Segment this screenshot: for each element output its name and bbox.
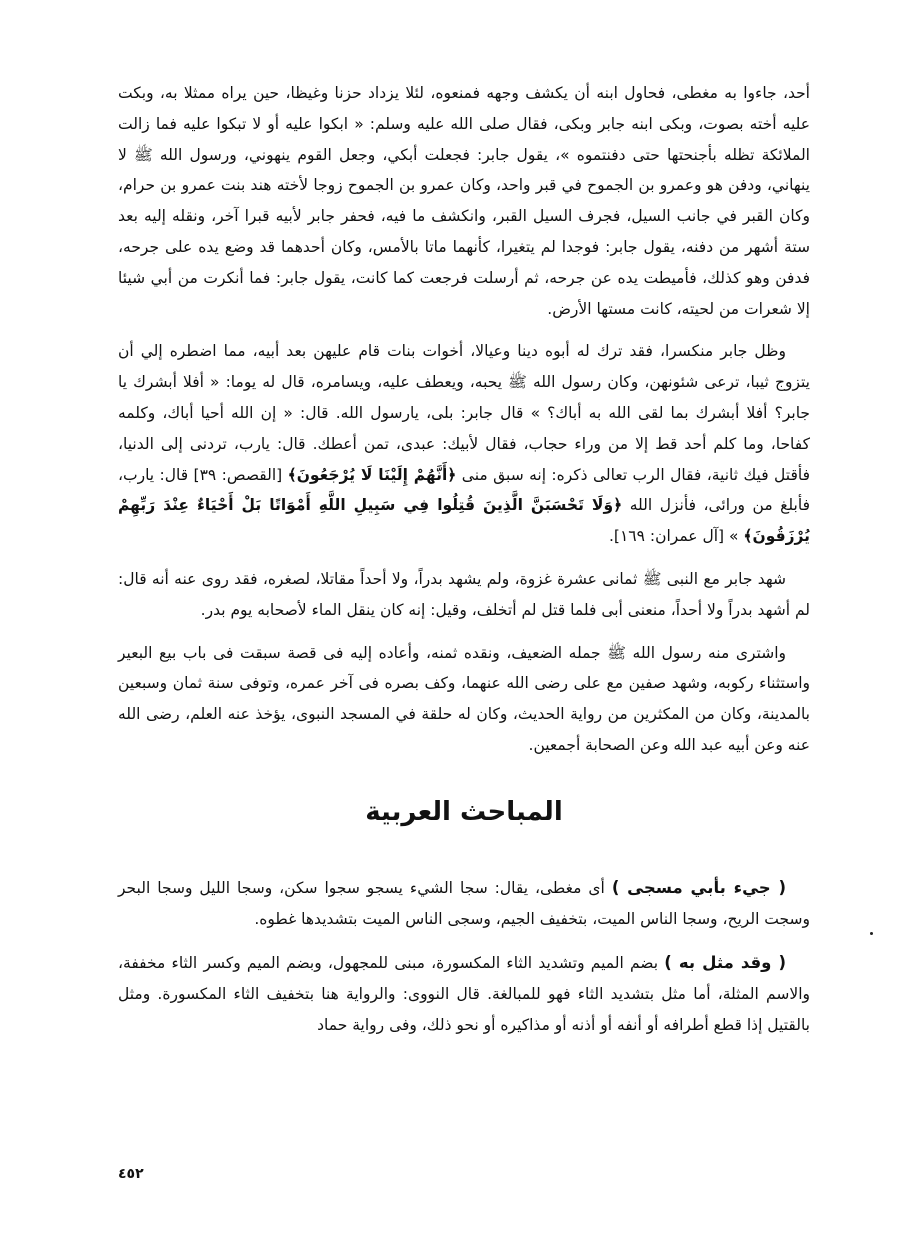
quran-verse-al-imran: ﴿وَلَا تَحْسَبَنَّ الَّذِينَ قُتِلُوا فِي سَبِيلِ اللَّهِ أَمْوَاتًا بَلْ أَحْيَاءٌ عِنْدَ رَبِّهِمْ يُرْزَقُونَ﴾ xyxy=(118,496,810,546)
paragraph-jabir-prophet-conversation xyxy=(118,336,810,552)
quran-verse-qasas: ﴿أَنَّهُمْ إِلَيْنَا لَا يُرْجَعُونَ﴾ xyxy=(287,465,457,484)
paragraph-jabir-later-life: واشترى منه رسول الله ﷺ جمله الضعيف، ونقده ثمنه، وأعاده إليه فى قصة سبقت فى باب بيع البعير واستثناء ركوبه، وشهد صفين مع على رضى الله عنهما، وكف بصره فى آخر عمره، وتوفى سنة ثمان وسبعين بالمدينة، وكان من المكثرين من رواية الحديث، وكان له حلقة في المسجد النبوى، يؤخذ عنه العلم، رضى الله عنه وعن أبيه عبد الله وعن الصحابة أجمعين. xyxy=(118,643,810,754)
paragraph-jabir-battles: شهد جابر مع النبى ﷺ ثمانى عشرة غزوة، ولم يشهد بدراً، ولا أحداً مقاتلا، لصغره، فقد روى عنه أنه قال: لم أشهد بدراً ولا أحداً، منعنى أبى فلما قتل لم أتخلف، وقيل: إنه كان ينقل الماء لأصحابه يوم بدر. xyxy=(118,569,810,619)
note-term: ( جيء بأبي مسجى ) xyxy=(611,877,786,897)
paragraph-text: » [آل عمران: ١٦٩]. xyxy=(608,527,744,546)
note-musajja xyxy=(118,873,810,935)
note-term: ( وقد مثل به ) xyxy=(664,953,786,973)
page-number: ٤٥٢ xyxy=(118,1166,144,1182)
note-text: أى مغطى، يقال: سجا الشيء يسجو سجوا سكن، وسجا الليل وسجا البحر وسجت الريح، وسجا الناس الميت، بتخفيف الجيم، وسجى الناس الميت بتشديدها غطوه. xyxy=(118,878,810,928)
paragraph-jabir-father-burial: أحد، جاءوا به مغطى، فحاول ابنه أن يكشف وجهه فمنعوه، لئلا يزداد حزنا وغيظا، حين يراه ممثلا به، وبكت عليه أخته بصوت، وبكى ابنه جابر وبكى، فقال صلى الله عليه وسلم: « ابكوا عليه أو لا تبكوا عليه فما زالت الملائكة تظله بأجنحتها حتى دفنتموه »، يقول جابر: فجعلت أبكي، وجعل القوم ينهوني، ورسول الله ﷺ لا ينهاني، ودفن هو وعمرو بن الجموح في قبر واحد، وكان عمرو بن الجموح زوجا لأخته هند بنت عمرو بن حرام، وكان القبر في جانب السيل، فجرف السيل القبر، وانكشف ما فيه، فحفر جابر لأبيه قبرا آخر، ونقله إليه بعد ستة أشهر من دفنه، يقول جابر: فوجدا لم يتغيرا، كأنهما ماتا بالأمس، وكان أحدهما قد وضع يده على جرحه، فدفن وهو كذلك، فأميطت يده عن جرحه، ثم أرسلت فرجعت كما كانت، يقول جابر: فما أنكرت من أبي شيئا إلا شعرات من لحيته، كانت مستها الأرض. xyxy=(118,84,810,318)
section-heading: المباحث العربية xyxy=(365,796,563,827)
note-muththila-bih xyxy=(118,948,810,1040)
paragraph-spacer xyxy=(118,552,810,564)
paragraph-spacer xyxy=(118,626,810,638)
document-page xyxy=(118,78,810,1041)
note-text: بضم الميم وتشديد الثاء المكسورة، مبنى للمجهول، وبضم الميم وكسر الثاء مخففة، والاسم المثلة، أما مثل بتشديد الثاء فهو للمبالغة. قال النووى: والرواية هنا بتخفيف الثاء المكسورة. ومثل بالقتيل إذا قطع أطرافه أو أنفه أو أذنه أو مذاكيره أو نحو ذلك، وفى رواية حماد xyxy=(118,954,810,1034)
paragraph-spacer xyxy=(118,324,810,336)
margin-dot-mark xyxy=(870,932,873,935)
paragraph-text: [القصص: ٣٩] قال: يارب، فأبلغ من ورائى، فأنزل الله xyxy=(118,465,811,515)
paragraph-text: وظل جابر منكسرا، فقد ترك له أبوه دينا وعيالا، أخوات بنات قام عليهن بعد أبيه، مما اضطره إلي أن يتزوج ثيبا، ترعى شئونهن، وكان رسول الله ﷺ يحبه، ويعطف عليه، ويسامره، قال له يوما: « أفلا أبشرك يا جابر؟ أفلا أبشرك بما لقى الله به أباك؟ » قال جابر: بلى، يارسول الله. قال: « إن الله أحيا أباك، وكلمه كفاحا، وما كلم أحد قط إلا من وراء حجاب، فقال لأبيك: عبدى، تمن أعطك. قال: يارب، تردنى إلى الدنيا، فأقتل فيك ثانية، فقال الرب تعالى ذكره: إنه سبق منى xyxy=(118,342,810,484)
paragraph-spacer xyxy=(118,934,810,948)
